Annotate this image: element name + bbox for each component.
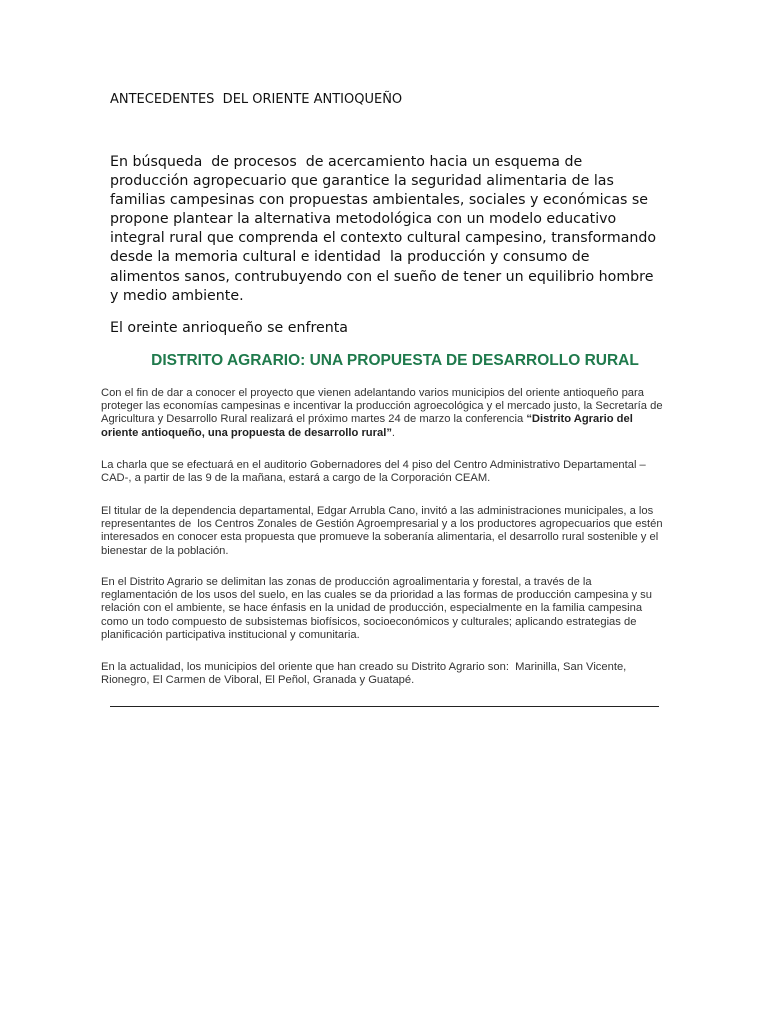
- paragraph-line: planificación participativa institucional y comunitaria.: [101, 628, 360, 641]
- article-paragraph-5: [101, 661, 691, 687]
- intro-line: integral rural que comprenda el contexto cultural campesino, transformando: [110, 230, 657, 247]
- paragraph-line: representantes de los Centros Zonales de Gestión Agroempresarial y a los productores agropecuarios que estén: [101, 518, 663, 531]
- paragraph-line: como un todo compuesto de subsistemas biofísicos, socioeconómicos y culturales; aplicando estrategias de: [101, 615, 637, 628]
- intro-line: producción agropecuario que garantice la seguridad alimentaria de las: [110, 173, 614, 190]
- intro-line: desde la memoria cultural e identidad la producción y consumo de: [110, 249, 590, 266]
- paragraph-text: Agricultura y Desarrollo Rural realizará el próximo martes 24 de marzo la conferencia: [101, 413, 527, 426]
- horizontal-rule: [110, 706, 659, 707]
- page-heading: ANTECEDENTES DEL ORIENTE ANTIOQUEÑO: [110, 92, 403, 107]
- intro-line: familias campesinas con propuestas ambientales, sociales y económicas se: [110, 192, 649, 209]
- paragraph-text: .: [391, 426, 396, 439]
- paragraph-line: bienestar de la población.: [101, 544, 229, 557]
- article-paragraph-2: [101, 459, 691, 485]
- intro-line: y medio ambiente.: [110, 287, 244, 304]
- paragraph-line: [101, 427, 691, 440]
- paragraph-line: Con el fin de dar a conocer el proyecto que vienen adelantando varios municipios del oriente antioqueño para: [101, 387, 644, 399]
- conference-name-bold: “Distrito Agrario del: [526, 413, 633, 426]
- article-paragraph-1: [101, 387, 691, 440]
- intro-line: alimentos sanos, contrubuyendo con el sueño de tener un equilibrio hombre: [110, 268, 654, 285]
- paragraph-line: reglamentación de los usos del suelo, en las cuales se da prioridad a las formas de producción campesina y su: [101, 589, 652, 602]
- conference-name-bold: oriente antioqueño, una propuesta de desarrollo rural”: [101, 426, 392, 439]
- paragraph-line: relación con el ambiente, se hace énfasis en la unidad de producción, especialmente en la familia campesina: [101, 602, 643, 615]
- article-paragraph-3: [101, 505, 691, 558]
- paragraph-line: Rionegro, El Carmen de Viboral, El Peñol, Granada y Guatapé.: [101, 674, 415, 687]
- intro-sentence: El oreinte anrioqueño se enfrenta: [110, 320, 348, 336]
- paragraph-line: El titular de la dependencia departamental, Edgar Arrubla Cano, invitó a las administraciones municipales, a los: [101, 505, 654, 517]
- intro-line: propone plantear la alternativa metodológica con un modelo educativo: [110, 211, 617, 228]
- paragraph-line: proteger las economías campesinas e incentivar la producción agroecológica y el mercado justo, la Secretaría de: [101, 400, 663, 413]
- paragraph-line: La charla que se efectuará en el auditorio Gobernadores del 4 piso del Centro Administrativo Departamental –: [101, 459, 646, 471]
- paragraph-line: interesados en conocer esta propuesta que promueve la soberanía alimentaria, el desarrollo rural sostenible y el: [101, 531, 659, 544]
- paragraph-line: En el Distrito Agrario se delimitan las zonas de producción agroalimentaria y forestal, a través de la: [101, 576, 592, 588]
- article-title: DISTRITO AGRARIO: UNA PROPUESTA DE DESARROLLO RURAL: [151, 352, 639, 369]
- paragraph-line: En la actualidad, los municipios del oriente que han creado su Distrito Agrario son: Marinilla, San Vicente,: [101, 661, 627, 673]
- paragraph-line: [101, 413, 691, 426]
- article-paragraph-4: [101, 576, 691, 642]
- paragraph-line: CAD-, a partir de las 9 de la mañana, estará a cargo de la Corporación CEAM.: [101, 472, 491, 485]
- intro-paragraph: [110, 153, 670, 306]
- intro-line: En búsqueda de procesos de acercamiento hacia un esquema de: [110, 154, 583, 170]
